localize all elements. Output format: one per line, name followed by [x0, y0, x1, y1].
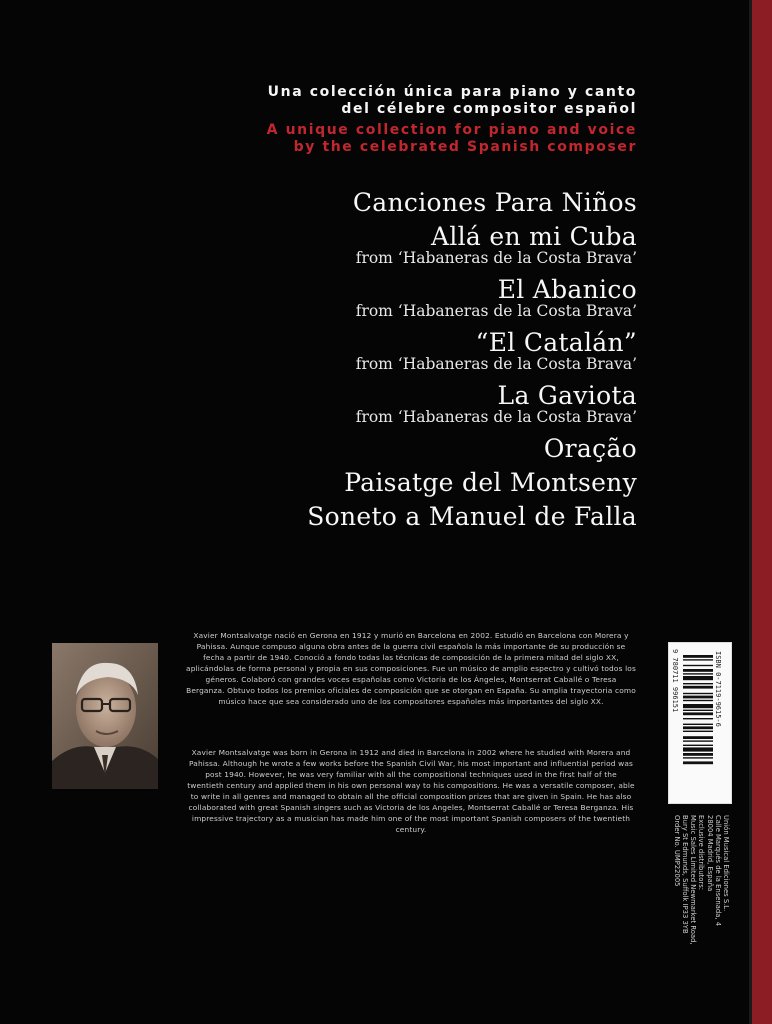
barcode-bar	[683, 724, 713, 725]
barcode-bar	[683, 655, 713, 658]
barcode-bar	[683, 753, 713, 756]
publisher-line: Order No. UMP22005	[672, 815, 681, 887]
song-title: Allá en mi Cuba	[430, 222, 637, 251]
song-title: Paisatge del Montseny	[344, 468, 637, 497]
publisher-line: Bury St Edmunds, Suffolk IP33 3YB	[680, 815, 689, 934]
song-subtitle: from ‘Habaneras de la Costa Brava’	[355, 249, 637, 267]
barcode-bar	[683, 731, 713, 732]
barcode-bar	[683, 696, 713, 699]
barcode-bar	[683, 710, 713, 711]
song-title: Canciones Para Niños	[352, 188, 637, 217]
barcode-bar	[683, 704, 713, 708]
publisher-text	[668, 815, 730, 1005]
biography-english: Xavier Montsalvatge was born in Gerona in 1912 and died in Barcelona in 2002 where he studied with Morera and Pahissa. Although he wrote a few works before the Spanish Civil War, his most important and influential period was post 1940. However, he was very familiar with all the compositional techniques used in the first half of the twentieth century and applied them in his own personal way to his compositions. He was a versatile composer, able to write in all genres and managed to obtain all the official composition prizes that are given in Spain. He has also collaborated with great Spanish singers such as Victoria de los Angeles, Montserrat Caballé or Teresa Berganza. His impressive trajectory as a musician has made him one of the most important Spanish composers of the twentieth century.	[187, 748, 635, 834]
barcode-bar	[683, 747, 713, 751]
barcode-bar	[683, 676, 713, 680]
song-subtitle: from ‘Habaneras de la Costa Brava’	[355, 302, 637, 320]
song-title: “El Catalán”	[475, 328, 637, 357]
tagline-english-line: A unique collection for piano and voice	[266, 122, 637, 138]
song-title: Soneto a Manuel de Falla	[307, 502, 637, 531]
red-spine-stripe	[752, 0, 772, 1024]
barcode-bar	[683, 686, 713, 689]
barcode-bar	[683, 673, 713, 674]
barcode	[668, 642, 732, 804]
tagline-spanish-line: Una colección única para piano y canto	[267, 84, 637, 100]
song-title: Oração	[543, 434, 637, 463]
tagline-spanish-line: del célebre compositor español	[341, 101, 637, 117]
barcode-bar	[683, 740, 713, 741]
barcode-bar	[683, 726, 713, 729]
composer-portrait-image	[52, 643, 158, 789]
song-subtitle: from ‘Habaneras de la Costa Brava’	[355, 408, 637, 426]
publisher-line: Music Sales Limited Newmarket Road,	[689, 815, 698, 945]
barcode-bar	[683, 736, 713, 739]
song-subtitle: from ‘Habaneras de la Costa Brava’	[355, 355, 637, 373]
barcode-graphic	[669, 643, 731, 803]
composer-photo	[52, 643, 158, 789]
publisher-line: Calle Marqués de la Ensenada, 4	[713, 815, 722, 927]
barcode-bars	[683, 655, 713, 764]
song-title: La Gaviota	[497, 381, 637, 410]
song-list	[77, 186, 637, 534]
barcode-bar	[683, 700, 713, 701]
barcode-isbn: ISBN 0-7119-9615-6	[714, 651, 722, 727]
tagline-spanish	[268, 84, 637, 118]
barcode-bar	[683, 718, 713, 719]
barcode-bar	[683, 712, 713, 715]
publisher-line: Unión Musical Ediciones S.L.	[722, 815, 730, 912]
tagline-english-line: by the celebrated Spanish composer	[293, 139, 637, 155]
publisher-line: 28004 Madrid, España	[705, 815, 714, 892]
barcode-digits: 9 780711 996151	[671, 649, 679, 713]
barcode-bar	[683, 757, 713, 758]
barcode-bar	[683, 745, 713, 746]
barcode-bar	[683, 693, 713, 694]
tagline-english	[267, 122, 637, 156]
biography-spanish: Xavier Montsalvatge nació en Gerona en 1912 y murió en Barcelona en 2002. Estudió en Barcelona con Morera y Pahissa. Aunque compuso alguna obra antes de la guerra civil española la más importante de su producción se fecha a partir de 1940. Conoció a fondo todas las técnicas de composición de la primera mitad del siglo XX, aplicándolas de forma personal y propia en sus composiciones. Fue un músico de amplio espectro y cultivó todos los géneros. Colaboró con grandes voces españolas como Victoria de los Ángeles, Montserrat Caballé o Teresa Berganza. Obtuvo todos los premios oficiales de composición que se otorgan en España. Su amplia trayectoria como músico hace que sea considerado uno de los compositores españoles más importantes del siglo XX.	[186, 631, 636, 706]
barcode-bar	[683, 659, 713, 660]
barcode-bar	[683, 665, 713, 666]
publisher-info	[668, 815, 730, 1005]
barcode-bar	[683, 761, 713, 764]
song-title: El Abanico	[497, 275, 637, 304]
barcode-bar	[683, 669, 713, 672]
publisher-line: Exclusive distributors:	[697, 815, 706, 891]
barcode-bar	[683, 683, 713, 684]
